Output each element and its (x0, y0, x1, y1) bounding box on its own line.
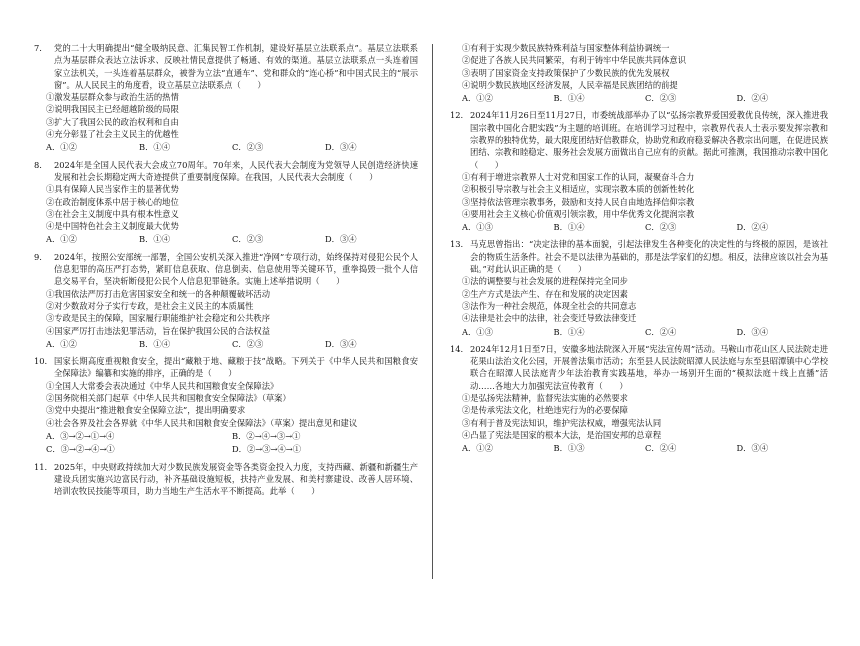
statement-option: ④社会各界及社会各界就《中华人民共和国粮食安全保障法》（草案）提出意见和建议 (46, 417, 358, 428)
choice-c: C．②③ (232, 234, 264, 245)
statement-option: ②在政治制度体系中居于核心的地位 (46, 196, 179, 207)
choice-c: C．②④ (645, 443, 677, 454)
answer-choices (450, 326, 828, 338)
question-number: 7. (34, 43, 42, 53)
column-divider (432, 44, 433, 579)
choice-c: C．③→②→④→① (46, 444, 115, 455)
choice-a: A．①② (46, 234, 77, 245)
statement-option: ③扩大了我国公民的政治权利和自由 (46, 116, 179, 127)
question-stem: 2024年11月26日至11月27日，市委统战部举办了以“弘扬宗教界爱国爱教优良传统，深入推进我国宗教中国化合肥实践”为主题的培训班。在培训学习过程中，宗教界代表人士表示要发挥宗教和宗教界的独特优势，最大限度团结好信教群众，协助党和政府稳妥解决各教宗出问题，在促进民族团结、宗教和睦稳定、服务社会发展方面做出自己应有的贡献。据此可推测，我国推动宗教中国化（ ） (470, 110, 828, 170)
statement-option: ①有利于实现少数民族特殊利益与国家整体利益协调统一 (462, 43, 670, 53)
right-column (450, 42, 828, 460)
question-14 (450, 343, 828, 455)
statement-option: ④充分彰显了社会主义民主的优越性 (46, 129, 179, 140)
statement-option: ①激发基层群众参与政治生活的热情 (46, 92, 179, 103)
question-11 (34, 461, 418, 498)
question-11-options (450, 42, 828, 104)
statement-option: ①全国人大常委会表决通过《中华人民共和国粮食安全保障法》 (46, 380, 279, 391)
choice-d: D．②④ (736, 93, 769, 104)
choice-a: A．①② (462, 443, 493, 454)
choice-d: D．③④ (736, 326, 769, 337)
choice-d: D．③④ (325, 338, 357, 349)
choice-b: B．①④ (553, 222, 585, 233)
choice-c: C．②③ (645, 93, 677, 104)
question-number: 10. (34, 356, 48, 367)
question-stem: 2024年12月1日至7日，安徽多地法院深入开展“宪法宣传周”活动。马鞍山市花山区人民法院走进花果山法治文化公园，开展普法集市活动；东至县人民法院昭潭人民法庭与东至县昭潭镇中心学校联合在昭潭人民法庭青少年法治教育实践基地，举办一场别开生面的“模拟法庭＋线上直播”活动……各地大力加强宪法宣传教育（ ） (470, 343, 828, 391)
answer-choices (34, 141, 418, 153)
choice-b: B．①④ (139, 142, 170, 153)
statement-option: ③专政是民主的保障，国家履行职能维护社会稳定和公共秩序 (46, 313, 271, 324)
choice-a: A．①② (46, 338, 77, 349)
choice-d: D．②→③→④→① (232, 444, 301, 455)
question-stem: 国家长期高度重视粮食安全，提出“藏粮于地、藏粮于技”战略。下列关于《中华人民共和国粮食安全保障法》编纂和实施的排序，正确的是（ ） (54, 356, 418, 379)
answer-choices-row-2 (34, 443, 418, 455)
choice-b: B．①③ (553, 443, 585, 454)
choice-d: D．③④ (325, 142, 357, 153)
statement-option: ①我国依法严厉打击危害国家安全和统一的各种颠覆破坏活动 (46, 288, 271, 299)
left-column (34, 42, 418, 502)
question-stem: 2024年，按照公安部统一部署，全国公安机关深入推进“净网”专项行动，始终保持对侵犯公民个人信息犯罪的高压严打态势，紧盯信息获取、信息倒卖、信息使用等关键环节，重拳捣毁一批个人信息交易平台，坚决斩断侵犯公民个人信息犯罪链条。实施上述举措说明（ ） (54, 251, 418, 287)
statement-option: ②是传承宪法文化，杜绝违宪行为的必要保障 (462, 405, 628, 416)
statement-option: ③坚持依法管理宗教事务，鼓励和支持人民自由地选择信仰宗教 (462, 196, 695, 207)
choice-c: C．②④ (645, 326, 677, 337)
statement-option: ①是弘扬宪法精神，监督宪法实施的必然要求 (462, 393, 628, 404)
question-stem: 2024年是全国人民代表大会成立70周年。70年来，人民代表大会制度为党领导人民创造经济快速发展和社会长期稳定两大奇迹提供了重要制度保障。在我国，人民代表大会制度（ ） (54, 159, 418, 182)
statement-option: ③党中央提出“推进粮食安全保障立法”，提出明确要求 (46, 405, 246, 416)
answer-choices (450, 221, 828, 233)
choice-b: B．①④ (553, 93, 585, 104)
statement-option: ②促进了各族人民共同繁荣，有利于铸牢中华民族共同体意识 (462, 55, 687, 66)
question-9 (34, 251, 418, 350)
choice-c: C．②③ (232, 142, 264, 153)
question-stem: 2025年，中央财政持续加大对少数民族发展资金等各类资金投入力度，支持西藏、新疆和新疆生产建设兵团实施兴边富民行动，补齐基础设施短板，扶持产业发展、和美村寨建设、改善人居环境、培训农牧民技能等项目，助力当地生产生活水平不断提高。此举（ ） (54, 461, 418, 497)
choice-d: D．③④ (325, 234, 357, 245)
statement-option: ②对少数敌对分子实行专政，是社会主义民主的本质属性 (46, 300, 254, 311)
choice-c: C．②③ (645, 222, 677, 233)
statement-option: ④要用社会主义核心价值观引领宗教，用中华优秀文化提润宗教 (462, 208, 695, 219)
statement-option: ③法作为一种社会规范，体现全社会的共同意志 (462, 300, 637, 311)
question-number: 9. (34, 251, 42, 262)
statement-option: ③有利于普及宪法知识，维护宪法权威，增强宪法认同 (462, 417, 662, 428)
question-number: 11. (34, 461, 48, 472)
statement-option: ②积极引导宗教与社会主义相适应，实现宗教本质的创新性转化 (462, 184, 695, 195)
question-12 (450, 109, 828, 233)
statement-option: ④法律是社会中的法律，社会变迁导致法律变迁 (462, 313, 637, 324)
choice-d: D．②④ (736, 222, 769, 233)
answer-choices (34, 233, 418, 245)
choice-a: A．③→②→①→④ (46, 430, 115, 441)
answer-choices (450, 442, 828, 454)
choice-a: A．①③ (462, 222, 493, 233)
question-number: 12. (450, 110, 464, 121)
question-8 (34, 159, 418, 246)
answer-choices-row-1 (34, 430, 418, 442)
choice-c: C．②③ (232, 338, 264, 349)
question-10 (34, 355, 418, 455)
choice-b: B．①④ (139, 338, 170, 349)
answer-choices (450, 92, 828, 104)
statement-option: ②国务院相关部门起草《中华人民共和国粮食安全保障法》（草案） (46, 393, 291, 404)
statement-option: ③在社会主义制度中具有根本性意义 (46, 208, 179, 219)
statement-option: ④国家严厉打击违法犯罪活动，旨在保护我国公民的合法权益 (46, 325, 271, 336)
choice-b: B．①④ (139, 234, 170, 245)
answer-choices (34, 338, 418, 350)
question-7 (34, 42, 418, 154)
statement-option: ①法的调整要与社会发展的进程保持完全同步 (462, 276, 628, 287)
question-number: 8. (34, 159, 42, 170)
question-13 (450, 238, 828, 337)
question-number: 13. (450, 239, 464, 250)
choice-a: A．①② (46, 142, 77, 153)
statement-option: ④说明少数民族地区经济发展，人民幸福是民族团结的前提 (462, 79, 678, 90)
choice-b: B．②→④→③→① (232, 430, 301, 441)
statement-option: ②说明我国民主已经超越阶级的局限 (46, 104, 179, 115)
question-stem: 党的二十大明确提出“健全吸纳民意、汇集民智工作机制，建设好基层立法联系点”。基层立法联系点为基层群众表达立法诉求、反映社情民意提供了畅通、有效的渠道。基层立法联系点一头连着国家立法机关，一头连着基层群众，被誉为立法“直通车”、党和群众的“连心桥”和中国式民主的“展示窗”。从人民民主的角度看，设立基层立法联系点（ ） (54, 43, 418, 90)
question-stem: 马克思曾指出：“决定法律的基本面貌，引起法律发生各种变化的决定性的与终极的原因，是该社会的物质生活条件。社会不是以法律为基础的，那是法学家们的幻想。相反，法律应该以社会为基础。”对此认识正确的是（ ） (470, 239, 828, 275)
choice-b: B．①④ (553, 326, 585, 337)
statement-option: ①具有保障人民当家作主的显著优势 (46, 184, 179, 195)
statement-option: ④是中国特色社会主义制度最大优势 (46, 221, 179, 232)
choice-a: A．①③ (462, 326, 493, 337)
statement-option: ②生产方式是法产生、存在和发展的决定因素 (462, 288, 628, 299)
statement-option: ③表明了国家资金支持政策保护了少数民族的优先发展权 (462, 67, 670, 78)
question-number: 14. (450, 343, 464, 354)
choice-d: D．③④ (736, 443, 769, 454)
statement-option: ④凸显了宪法是国家的根本大法，是治国安邦的总章程 (462, 429, 662, 440)
statement-option: ①有利于增进宗教界人士对党和国家工作的认同，凝聚奋斗合力 (462, 171, 695, 182)
choice-a: A．①② (462, 93, 493, 104)
